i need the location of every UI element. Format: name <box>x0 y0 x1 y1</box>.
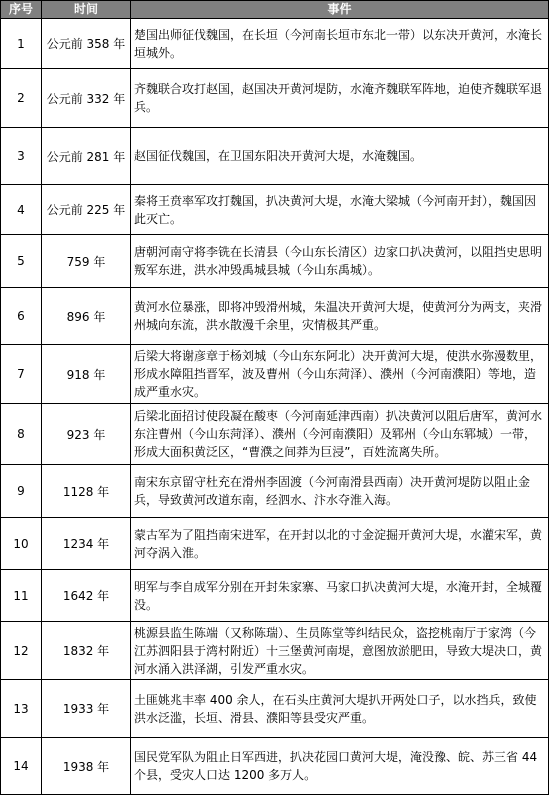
table-row <box>1 622 549 680</box>
row-seq: 13 <box>1 680 42 738</box>
row-event: 后梁大将谢彦章于杨刘城（今山东东阿北）决开黄河大堤，使洪水弥漫数里，形成水障阻挡晋军，波及曹州（今山东菏泽）、濮州（今河南濮阳）等地，造成严重水灾。 <box>131 345 549 404</box>
table-row <box>1 235 549 288</box>
table-row <box>1 345 549 404</box>
table-row <box>1 680 549 738</box>
table-row <box>1 288 549 345</box>
header-time: 时间 <box>42 1 131 19</box>
row-time: 759 年 <box>42 235 131 288</box>
row-event: 楚国出师征伐魏国，在长垣（今河南长垣市东北一带）以东决开黄河，水淹长垣城外。 <box>131 19 549 69</box>
row-seq: 9 <box>1 465 42 518</box>
row-seq: 3 <box>1 128 42 185</box>
row-time: 896 年 <box>42 288 131 345</box>
row-time: 公元前 225 年 <box>42 185 131 235</box>
row-seq: 12 <box>1 622 42 680</box>
row-time: 1938 年 <box>42 738 131 795</box>
row-seq: 7 <box>1 345 42 404</box>
row-event: 赵国征伐魏国，在卫国东阳决开黄河大堤，水淹魏国。 <box>131 128 549 185</box>
table-row <box>1 570 549 622</box>
row-seq: 11 <box>1 570 42 622</box>
row-seq: 10 <box>1 518 42 570</box>
table-row <box>1 19 549 69</box>
table-row <box>1 185 549 235</box>
row-time: 918 年 <box>42 345 131 404</box>
row-time: 1642 年 <box>42 570 131 622</box>
row-time: 923 年 <box>42 404 131 465</box>
row-time: 1933 年 <box>42 680 131 738</box>
row-event: 南宋东京留守杜充在滑州李固渡（今河南滑县西南）决开黄河堤防以阻止金兵，导致黄河改道东南，经泗水、汴水夺淮入海。 <box>131 465 549 518</box>
row-event: 秦将王贲率军攻打魏国，扒决黄河大堤，水淹大梁城（今河南开封），魏国因此灭亡。 <box>131 185 549 235</box>
row-time: 公元前 358 年 <box>42 19 131 69</box>
header-seq: 序号 <box>1 1 42 19</box>
row-seq: 14 <box>1 738 42 795</box>
row-event: 国民党军队为阻止日军西进，扒决花园口黄河大堤，淹没豫、皖、苏三省 44 个县，受灾人口达 1200 多万人。 <box>131 738 549 795</box>
row-event: 唐朝河南守将李铣在长清县（今山东长清区）边家口扒决黄河，以阻挡史思明叛军东进，洪水冲毁禹城县城（今山东禹城）。 <box>131 235 549 288</box>
row-seq: 8 <box>1 404 42 465</box>
row-time: 1128 年 <box>42 465 131 518</box>
row-event: 齐魏联合攻打赵国，赵国决开黄河堤防，水淹齐魏联军阵地，迫使齐魏联军退兵。 <box>131 69 549 128</box>
table-row <box>1 738 549 795</box>
row-event: 明军与李自成军分别在开封朱家寨、马家口扒决黄河大堤，水淹开封，全城覆没。 <box>131 570 549 622</box>
table-row <box>1 404 549 465</box>
row-time: 公元前 281 年 <box>42 128 131 185</box>
table-row <box>1 128 549 185</box>
row-event: 土匪姚兆丰率 400 余人，在石头庄黄河大堤扒开两处口子，以水挡兵，致使洪水泛滥，长垣、滑县、濮阳等县受灾严重。 <box>131 680 549 738</box>
row-event: 桃源县监生陈端（又称陈瑞）、生员陈堂等纠结民众，盗挖桃南厅于家湾（今江苏泗阳县于湾村附近）十三堡黄河南堤，意图放淤肥田，导致大堤决口，黄河水涌入洪泽湖，引发严重水灾。 <box>131 622 549 680</box>
row-time: 公元前 332 年 <box>42 69 131 128</box>
row-time: 1234 年 <box>42 518 131 570</box>
row-seq: 5 <box>1 235 42 288</box>
row-seq: 6 <box>1 288 42 345</box>
table-row <box>1 465 549 518</box>
row-seq: 2 <box>1 69 42 128</box>
header-event: 事件 <box>131 1 549 19</box>
row-event: 后梁北面招讨使段凝在酸枣（今河南延津西南）扒决黄河以阻后唐军，黄河水东注曹州（今山东菏泽）、濮州（今河南濮阳）及郓州（今山东郓城）一带，形成大面积黄泛区，“曹濮之间莽为巨浸”，百姓流离失所。 <box>131 404 549 465</box>
row-event: 蒙古军为了阻挡南宋进军，在开封以北的寸金淀掘开黄河大堤，水灌宋军，黄河夺涡入淮。 <box>131 518 549 570</box>
table-row <box>1 69 549 128</box>
row-seq: 1 <box>1 19 42 69</box>
table-row <box>1 518 549 570</box>
row-time: 1832 年 <box>42 622 131 680</box>
row-seq: 4 <box>1 185 42 235</box>
row-event: 黄河水位暴涨，即将冲毁滑州城，朱温决开黄河大堤，使黄河分为两支，夹滑州城向东流，洪水散漫千余里，灾情极其严重。 <box>131 288 549 345</box>
table-header-row <box>1 1 549 19</box>
